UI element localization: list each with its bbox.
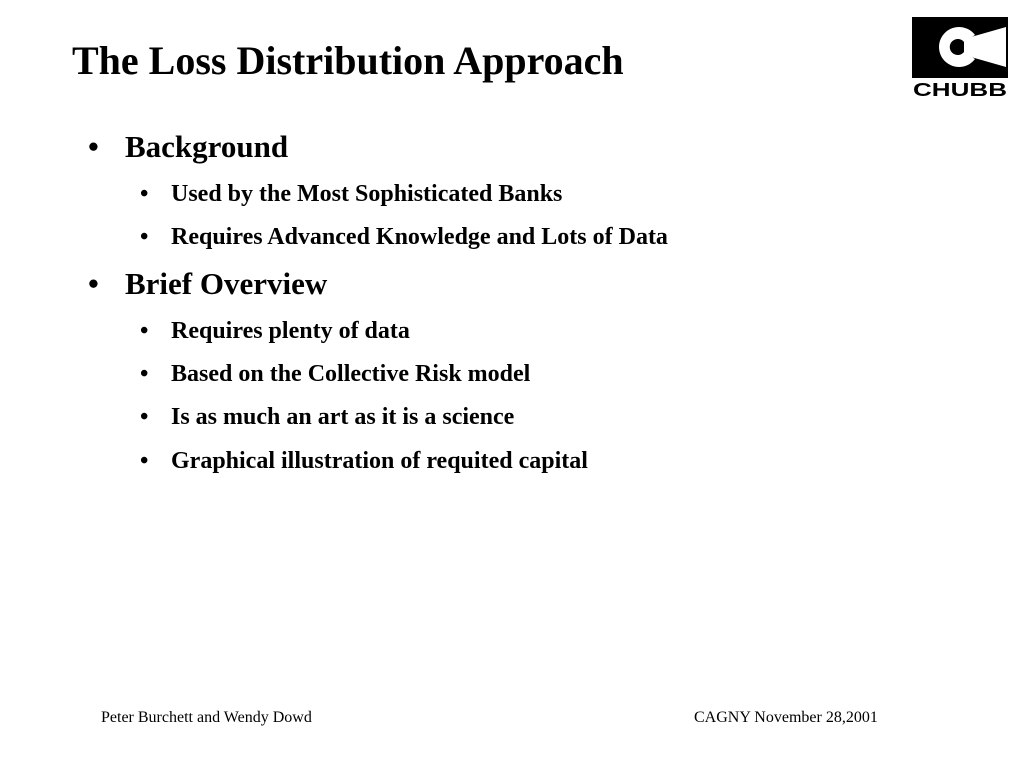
bullet-dot: • [140,361,149,387]
bullet-dot: • [140,448,149,474]
logo-wordmark: CHUBB [913,80,1007,99]
list-item-text: Requires Advanced Knowledge and Lots of Data [171,224,668,250]
footer-event-date: CAGNY November 28,2001 [694,709,878,726]
bullet-dot: • [140,181,149,207]
section-heading-text: Brief Overview [125,266,328,301]
section-heading-text: Background [125,129,289,164]
bullet-dot: • [140,404,149,430]
list-item-text: Requires plenty of data [171,318,410,344]
bullet-dot: • [140,224,149,250]
footer-authors: Peter Burchett and Wendy Dowd [101,709,312,726]
bullet-dot: • [88,266,99,301]
bullet-dot: • [140,318,149,344]
list-item-text: Used by the Most Sophisticated Banks [171,181,563,207]
list-item-text: Based on the Collective Risk model [171,361,531,387]
bullet-dot: • [88,129,99,164]
list-item-text: Graphical illustration of requited capital [171,448,588,474]
list-item-text: Is as much an art as it is a science [171,404,515,430]
slide-title: The Loss Distribution Approach [72,38,624,83]
